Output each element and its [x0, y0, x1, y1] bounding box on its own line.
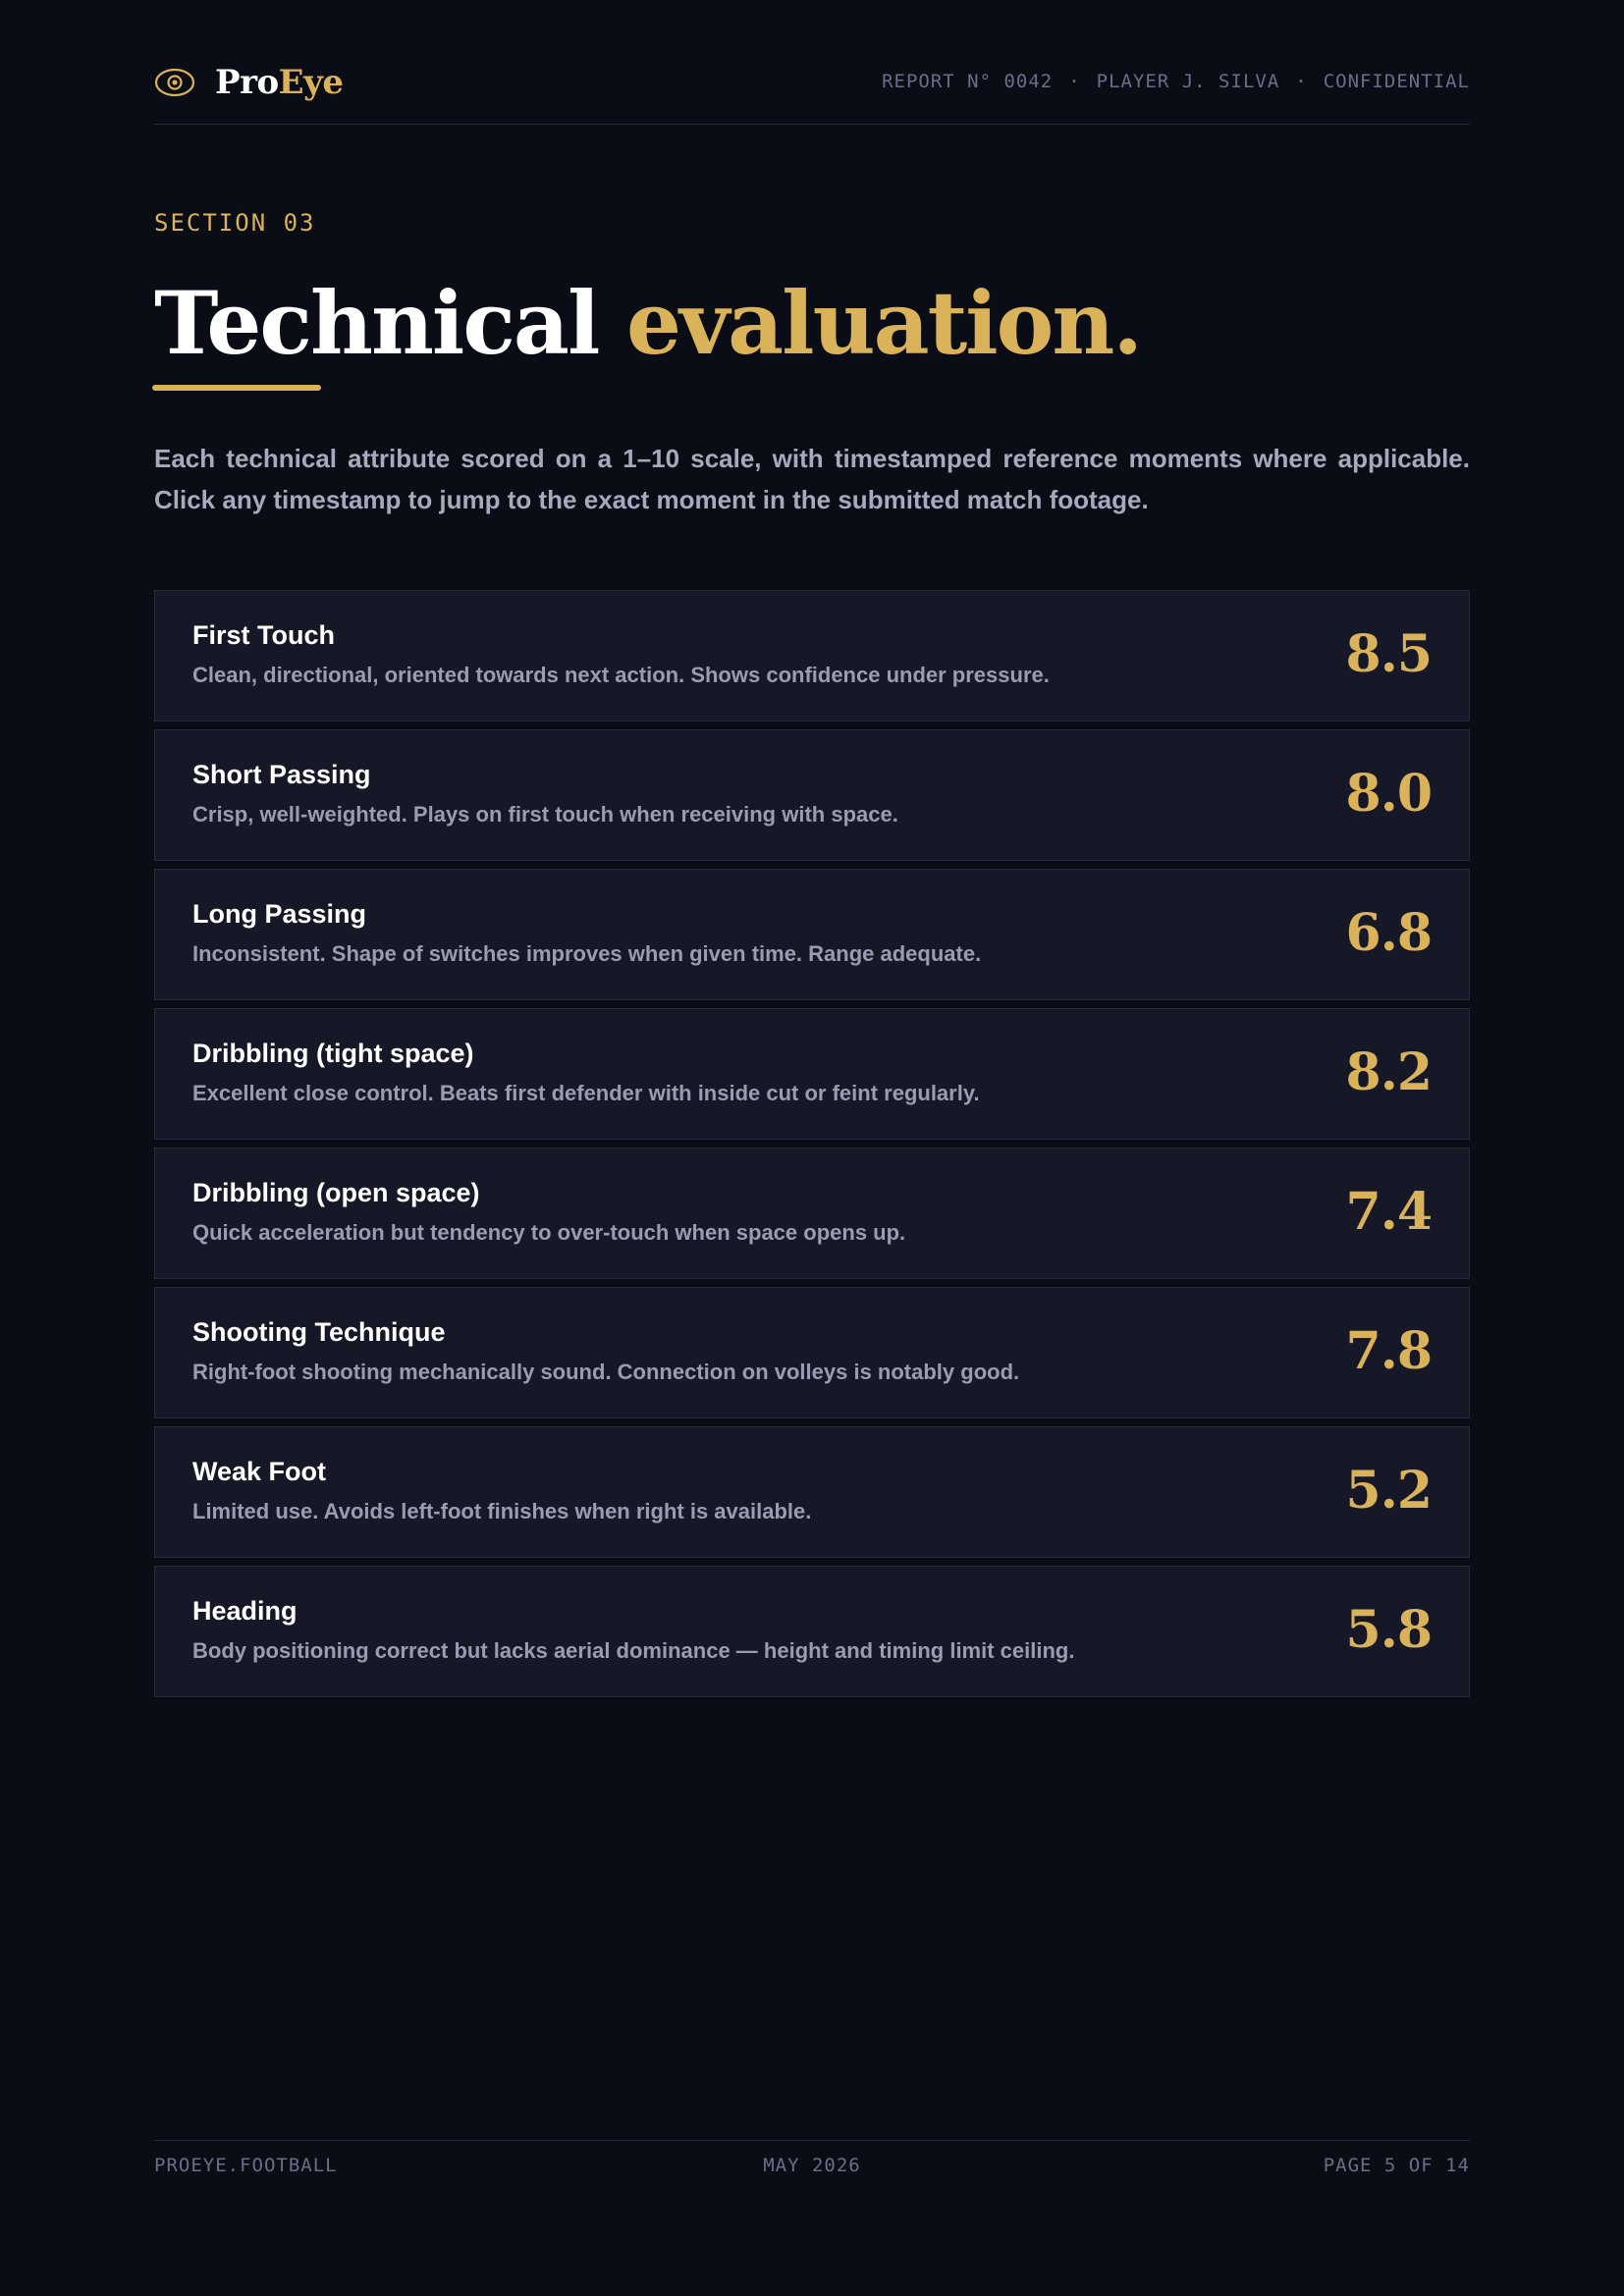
- attribute-row: [154, 1008, 1470, 1140]
- classification-label: CONFIDENTIAL: [1323, 71, 1470, 92]
- brand-name-pro: Pro: [215, 63, 279, 102]
- attribute-list: [154, 590, 1470, 1705]
- attribute-description: Body positioning correct but lacks aerial dominance — height and timing limit ceiling.: [192, 1638, 1075, 1663]
- title-underline: [152, 385, 321, 391]
- intro-paragraph: Each technical attribute scored on a 1–10 scale, with timestamped reference moments where applicable. Click any timestamp to jump to the exact moment in the submitted match footage.: [154, 444, 1470, 514]
- footer-site: PROEYE.FOOTBALL: [154, 2155, 338, 2176]
- attribute-description: Inconsistent. Shape of switches improves when given time. Range adequate.: [192, 941, 982, 966]
- eye-icon: [154, 66, 195, 99]
- brand-name: [215, 63, 344, 102]
- attribute-row: [154, 1148, 1470, 1279]
- attribute-score: 5.2: [1345, 1461, 1432, 1521]
- report-number: REPORT N° 0042: [882, 71, 1054, 92]
- attribute-score: 5.8: [1345, 1600, 1432, 1660]
- page-title: [154, 272, 1141, 374]
- attribute-score: 7.8: [1345, 1321, 1432, 1381]
- brand-name-eye: Eye: [278, 63, 344, 102]
- attribute-name: Short Passing: [192, 760, 371, 789]
- attribute-description: Quick acceleration but tendency to over-touch when space opens up.: [192, 1220, 906, 1245]
- attribute-score: 8.0: [1345, 764, 1432, 824]
- attribute-name: Weak Foot: [192, 1457, 327, 1486]
- attribute-score: 8.5: [1345, 624, 1432, 684]
- player-name: PLAYER J. SILVA: [1096, 71, 1280, 92]
- footer-date: MAY 2026: [763, 2155, 861, 2176]
- attribute-name: Shooting Technique: [192, 1317, 446, 1347]
- attribute-row: [154, 590, 1470, 721]
- attribute-name: Long Passing: [192, 899, 367, 929]
- attribute-row: [154, 1566, 1470, 1697]
- attribute-name: Dribbling (tight space): [192, 1039, 474, 1068]
- attribute-description: Crisp, well-weighted. Plays on first touch when receiving with space.: [192, 802, 898, 827]
- attribute-score: 8.2: [1345, 1042, 1432, 1102]
- attribute-description: Limited use. Avoids left-foot finishes when right is available.: [192, 1499, 812, 1523]
- attribute-description: Clean, directional, oriented towards next action. Shows confidence under pressure.: [192, 663, 1050, 687]
- brand-logo: [154, 61, 343, 104]
- attribute-score: 7.4: [1345, 1182, 1432, 1242]
- attribute-name: Heading: [192, 1596, 298, 1626]
- page-title-part1: Technical: [154, 272, 599, 374]
- meta-separator: ·: [1295, 71, 1308, 92]
- report-meta: [882, 71, 1470, 92]
- page-title-part2: evaluation.: [626, 272, 1141, 374]
- report-page: [154, 0, 1470, 2296]
- attribute-row: [154, 729, 1470, 861]
- attribute-name: First Touch: [192, 620, 335, 650]
- attribute-row: [154, 1426, 1470, 1558]
- report-header: [154, 57, 1470, 125]
- attribute-name: Dribbling (open space): [192, 1178, 480, 1207]
- section-label: SECTION 03: [154, 209, 316, 237]
- attribute-description: Excellent close control. Beats first defender with inside cut or feint regularly.: [192, 1081, 980, 1105]
- attribute-score: 6.8: [1345, 903, 1432, 963]
- meta-separator: ·: [1068, 71, 1081, 92]
- footer-page-number: PAGE 5 OF 14: [1323, 2155, 1470, 2176]
- attribute-row: [154, 869, 1470, 1000]
- attribute-description: Right-foot shooting mechanically sound. Connection on volleys is notably good.: [192, 1360, 1020, 1384]
- attribute-row: [154, 1287, 1470, 1418]
- report-footer: [154, 2140, 1470, 2190]
